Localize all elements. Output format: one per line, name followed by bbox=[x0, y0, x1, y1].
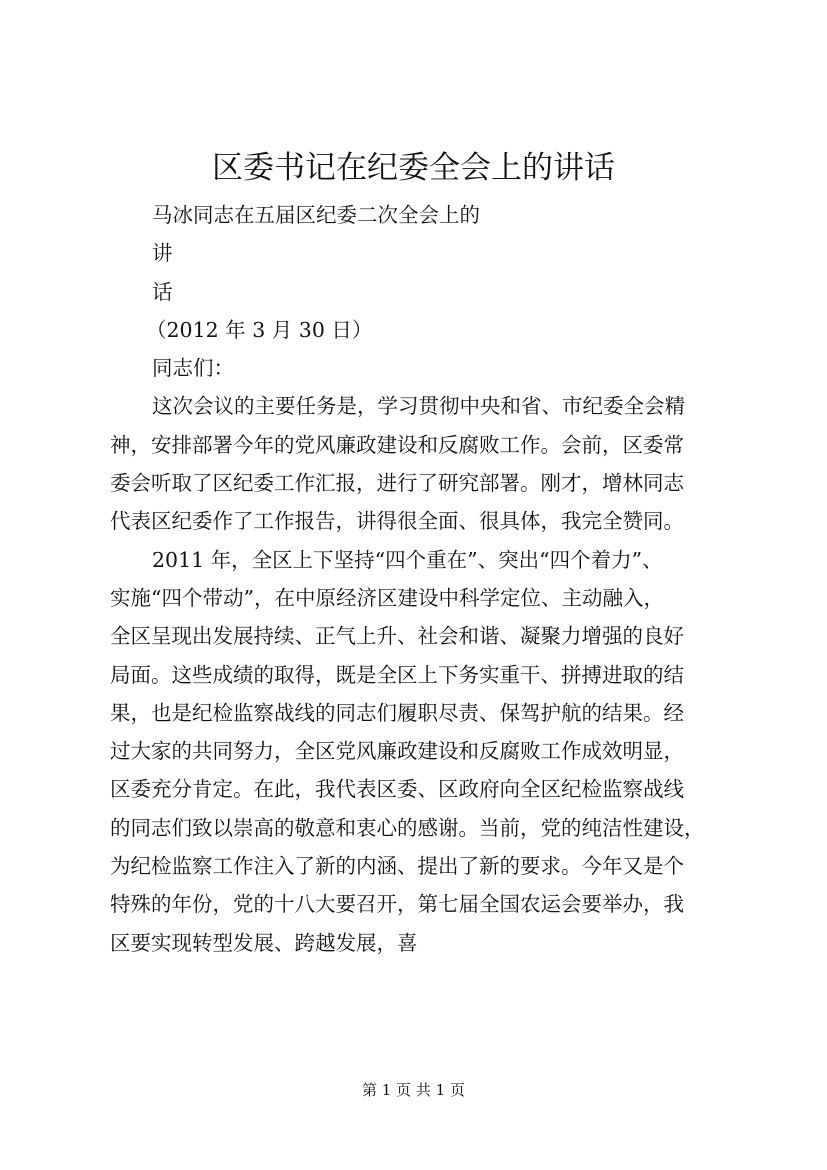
text-line: 委会听取了区纪委工作汇报，进行了研究部署。刚才，增林同志 bbox=[110, 471, 684, 496]
text-line: 区要实现转型发展、跨越发展，喜 bbox=[110, 930, 418, 955]
text-line: 局面。这些成绩的取得，既是全区上下务实重干、拼搏进取的结 bbox=[110, 662, 684, 687]
text-line: 神，安排部署今年的党风廉政建设和反腐败工作。会前，区委常 bbox=[110, 432, 684, 457]
document-body bbox=[110, 196, 718, 962]
text-line: 话 bbox=[152, 279, 173, 304]
text-line: 过大家的共同努力，全区党风廉政建设和反腐败工作成效明显， bbox=[110, 739, 684, 764]
page-footer: 第 1 页 共 1 页 bbox=[362, 1081, 465, 1099]
date-line: （2012 年 3 月 30 日） bbox=[146, 317, 373, 342]
text-line: 讲 bbox=[152, 241, 173, 266]
text-line: 特殊的年份，党的十八大要召开，第七届全国农运会要举办，我 bbox=[110, 892, 684, 917]
text-line: 为纪检监察工作注入了新的内涵、提出了新的要求。今年又是个 bbox=[110, 854, 684, 879]
text-line: 实施“四个带动”，在中原经济区建设中科学定位、主动融入， bbox=[110, 585, 664, 610]
text-line: 全区呈现出发展持续、正气上升、社会和谐、凝聚力增强的良好 bbox=[110, 624, 684, 649]
text-line: 代表区纪委作了工作报告，讲得很全面、很具体，我完全赞同。 bbox=[110, 509, 684, 534]
text-line: 区委充分肯定。在此，我代表区委、区政府向全区纪检监察战线 bbox=[110, 777, 684, 802]
salutation: 同志们： bbox=[152, 356, 234, 381]
text-line: 的同志们致以崇高的敬意和衷心的感谢。当前，党的纯洁性建设， bbox=[110, 815, 705, 840]
text-line: 果，也是纪检监察战线的同志们履职尽责、保驾护航的结果。经 bbox=[110, 700, 684, 725]
text-line: 马冰同志在五届区纪委二次全会上的 bbox=[152, 203, 480, 227]
text-line: 这次会议的主要任务是，学习贯彻中央和省、市纪委全会精 bbox=[152, 394, 685, 419]
text-line: 2011 年，全区上下坚持“四个重在”、突出“四个着力”、 bbox=[152, 547, 663, 572]
page-title: 区委书记在纪委全会上的讲话 bbox=[212, 150, 615, 186]
